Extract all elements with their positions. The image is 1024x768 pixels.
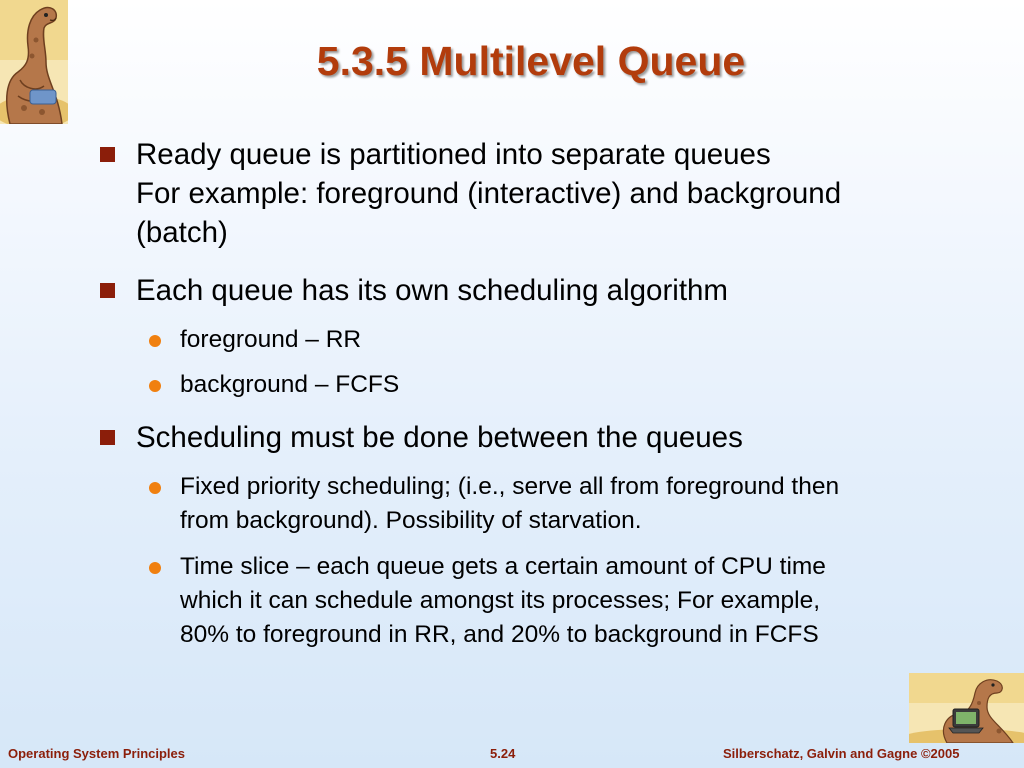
bullet-text: Ready queue is partitioned into separate queues xyxy=(136,138,771,171)
sub-bullet-text: Fixed priority scheduling; (i.e., serve all from foreground then xyxy=(180,473,840,500)
sub-bullet-item xyxy=(180,323,980,357)
bullet-item xyxy=(136,135,986,252)
footer-page-number: 5.24 xyxy=(490,746,516,761)
bullet-text: Scheduling must be done between the queues xyxy=(136,421,743,454)
bullet-text: For example: foreground (interactive) and background xyxy=(136,177,842,210)
footer-course-title: Operating System Principles xyxy=(8,746,186,761)
bullet-text: (batch) xyxy=(136,216,228,249)
bullet-item xyxy=(136,418,986,457)
bullet-text: Each queue has its own scheduling algorithm xyxy=(136,274,729,307)
footer-copyright: Silberschatz, Galvin and Gagne ©2005 xyxy=(723,746,960,761)
sub-bullet-item xyxy=(180,550,980,652)
square-bullet-icon xyxy=(100,430,115,445)
round-bullet-icon xyxy=(149,562,161,574)
dinosaur-laptop-icon xyxy=(909,673,1024,743)
sub-bullet-text: from background). Possibility of starvation. xyxy=(180,507,642,534)
round-bullet-icon xyxy=(149,380,161,392)
slide-title: 5.3.5 Multilevel Queue xyxy=(316,38,746,84)
round-bullet-icon xyxy=(149,482,161,494)
sub-bullet-text: Time slice – each queue gets a certain amount of CPU time xyxy=(180,553,826,580)
square-bullet-icon xyxy=(100,147,115,162)
sub-bullet-item xyxy=(180,470,980,538)
sub-bullet-text: background – FCFS xyxy=(180,371,400,398)
sub-bullet-text: 80% to foreground in RR, and 20% to background in FCFS xyxy=(180,621,819,648)
sub-bullet-item xyxy=(180,368,980,402)
sub-bullet-text: foreground – RR xyxy=(180,326,362,353)
round-bullet-icon xyxy=(149,335,161,347)
sub-bullet-text: which it can schedule amongst its processes; For example, xyxy=(180,587,821,614)
square-bullet-icon xyxy=(100,283,115,298)
bullet-item xyxy=(136,271,986,310)
